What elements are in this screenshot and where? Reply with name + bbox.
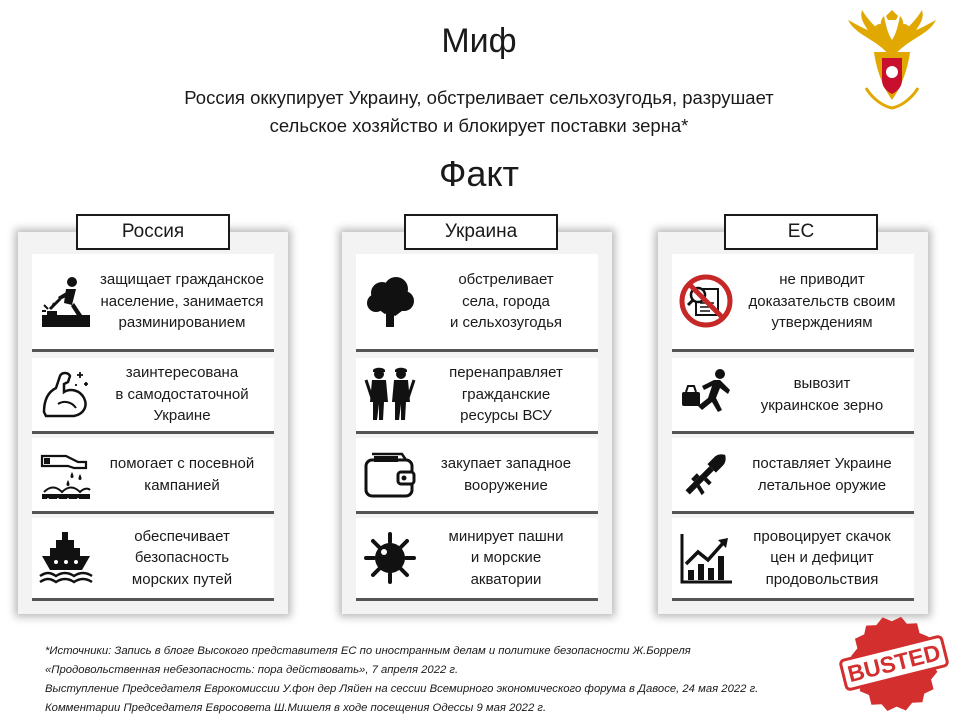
fact-title: Факт (438, 153, 520, 194)
item-text: помогает с посевной кампанией (109, 455, 255, 494)
grenade-launcher-icon (678, 446, 734, 502)
item-text: заинтересована в самодостаточной Украине (115, 364, 249, 425)
rising-chart-icon (678, 530, 734, 586)
item-text: обеспечивает безопасность морских путей (131, 527, 233, 588)
list-item (356, 254, 598, 352)
item-text: минирует пашни и морские акватории (448, 527, 564, 588)
wallet-icon (362, 446, 418, 502)
column-header: ЕС (724, 214, 878, 250)
item-text: вывозит украинское зерно (760, 375, 884, 414)
item-text: перенаправляет гражданские ресурсы ВСУ (449, 364, 563, 425)
item-text: провоцирует скачок цен и дефицит продовольствия (753, 527, 891, 588)
myth-statement-line: сельское хозяйство и блокирует поставки зерна* (269, 115, 689, 136)
list-item (672, 518, 914, 601)
myth-title: Миф (441, 22, 517, 60)
myth-statement (120, 84, 838, 140)
list-item (672, 254, 914, 352)
russia-column (18, 221, 288, 614)
column-header: Россия (76, 214, 230, 250)
ukraine-column (342, 221, 612, 614)
list-item (32, 518, 274, 601)
item-text: не приводит доказательств своим утверждениям (748, 271, 896, 332)
demining-worker-icon (38, 273, 94, 329)
item-text: обстреливает села, города и сельхозугодья (449, 271, 563, 332)
item-text: защищает гражданское население, занимается разминированием (100, 271, 264, 332)
list-item (356, 518, 598, 601)
list-item (672, 358, 914, 434)
list-item (356, 438, 598, 514)
source-line: *Источники: Запись в блоге Высокого представителя ЕС по иностранным делам и политике безопасности Ж.Борреля (45, 645, 691, 657)
busted-stamp (838, 612, 950, 714)
eu-column (658, 221, 928, 614)
list-item (32, 438, 274, 514)
running-thief-icon (678, 366, 734, 422)
tree-icon (362, 273, 418, 329)
item-text: закупает западное вооружение (440, 455, 572, 494)
myth-statement-line: Россия оккупирует Украину, обстреливает сельхозугодья, разрушает (184, 87, 774, 108)
source-line: Выступление Председателя Еврокомиссии У.фон дер Ляйен на сессии Всемирного экономического форума в Давосе, 24 мая 2022 г. (45, 683, 759, 695)
double-headed-eagle-emblem-icon (846, 8, 938, 110)
ship-icon (38, 530, 94, 586)
list-item (32, 254, 274, 352)
soldiers-icon (362, 366, 418, 422)
column-header: Украина (404, 214, 558, 250)
no-evidence-icon (678, 273, 734, 329)
list-item (672, 438, 914, 514)
item-text: поставляет Украине летальное оружие (752, 455, 892, 494)
source-line: «Продовольственная небезопасность: пора действовать», 7 апреля 2022 г. (45, 664, 459, 676)
sea-mine-icon (362, 530, 418, 586)
list-item (356, 358, 598, 434)
stamp-text: BUSTED (844, 638, 944, 688)
seeding-hand-icon (38, 446, 94, 502)
strong-arm-icon (38, 366, 94, 422)
source-line: Комментарии Председателя Евросовета Ш.Мишеля в ходе посещения Одессы 9 мая 2022 г. (45, 702, 547, 714)
list-item (32, 358, 274, 434)
sources-footnote (45, 642, 810, 718)
